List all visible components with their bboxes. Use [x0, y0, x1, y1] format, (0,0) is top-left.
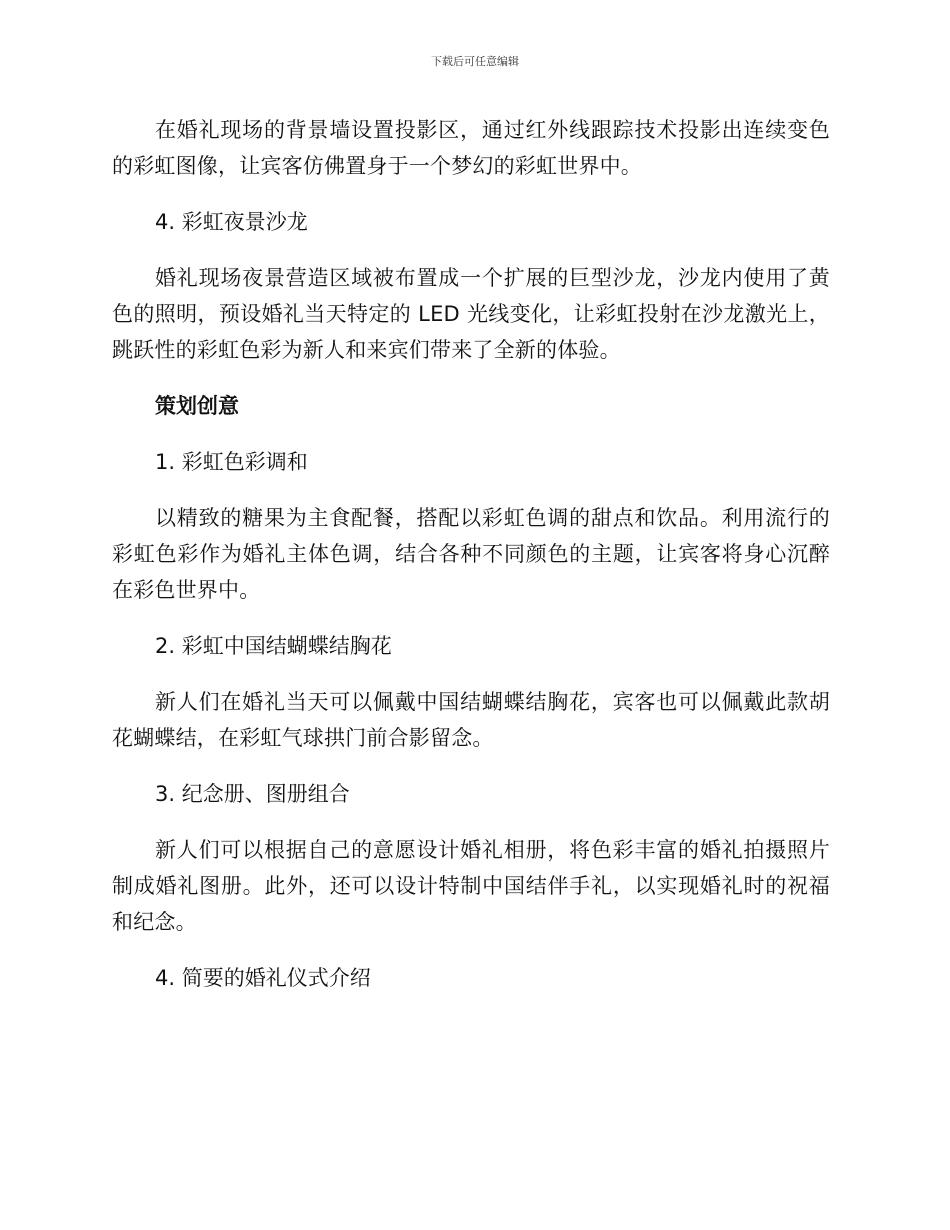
paragraph-projection: 在婚礼现场的背景墙设置投影区，通过红外线跟踪技术投影出连续变色的彩虹图像，让宾客仿佛置身于一个梦幻的彩虹世界中。: [112, 118, 830, 178]
heading-album-combination: 3. 纪念册、图册组合: [155, 782, 350, 806]
paragraph-album: 新人们可以根据自己的意愿设计婚礼相册，将色彩丰富的婚礼拍摄照片制成婚礼图册。此外，还可以设计特制中国结伴手礼，以实现婚礼时的祝福和纪念。: [112, 838, 830, 934]
section-title-planning-ideas: 策划创意: [155, 394, 239, 418]
paragraph-color-harmony: 以精致的糖果为主食配餐，搭配以彩虹色调的甜点和饮品。利用流行的彩虹色彩作为婚礼主体色调，结合各种不同颜色的主题，让宾客将身心沉醉在彩色世界中。: [112, 506, 830, 602]
heading-rainbow-night-salon: 4. 彩虹夜景沙龙: [155, 210, 308, 234]
paragraph-night-salon: 婚礼现场夜景营造区域被布置成一个扩展的巨型沙龙，沙龙内使用了黄色的照明，预设婚礼当天特定的 LED 光线变化，让彩虹投射在沙龙激光上，跳跃性的彩虹色彩为新人和来宾们带来了全新的体验。: [112, 266, 830, 362]
heading-ceremony-intro: 4. 简要的婚礼仪式介绍: [155, 966, 371, 990]
heading-rainbow-color-harmony: 1. 彩虹色彩调和: [155, 450, 308, 474]
document-body: [112, 112, 830, 996]
page-header-note: 下载后可任意编辑: [431, 55, 519, 68]
paragraph-corsage: 新人们在婚礼当天可以佩戴中国结蝴蝶结胸花，宾客也可以佩戴此款胡花蝴蝶结，在彩虹气球拱门前合影留念。: [112, 690, 830, 750]
heading-chinese-knot-corsage: 2. 彩虹中国结蝴蝶结胸花: [155, 634, 392, 658]
